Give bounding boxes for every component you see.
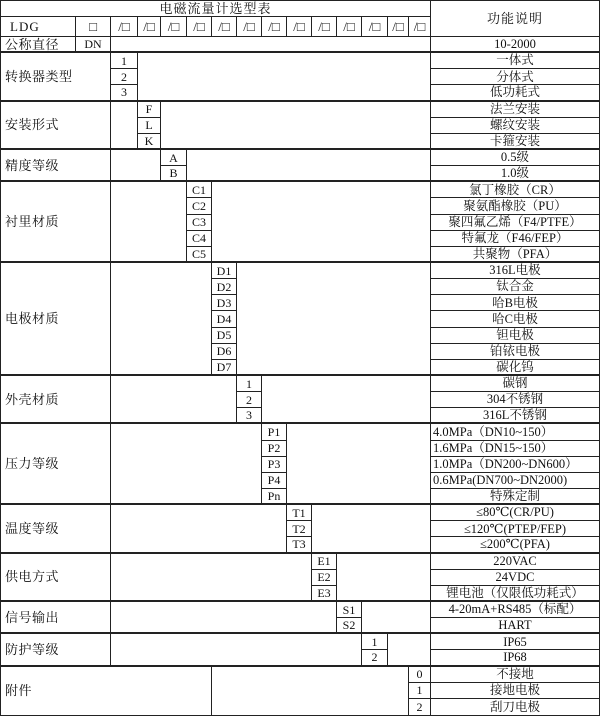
empty-cell [262,376,431,424]
option-desc-cell: 螺纹安装 [431,118,599,134]
empty-cell [161,102,431,150]
code-slot-placeholder: /□ [138,17,161,37]
option-desc-cell: 一体式 [431,53,599,69]
empty-cell [111,102,138,150]
option-code-cell: 1 [111,53,138,69]
group-label: 温度等级 [1,505,111,553]
empty-cell [388,634,431,666]
model-prefix: LDG [1,17,76,37]
option-code-cell: C2 [187,198,212,214]
option-desc-cell: 聚氨酯橡胶（PU） [431,198,599,214]
code-slot-placeholder: /□ [362,17,388,37]
option-code-cell: 1 [409,683,431,699]
code-slot-placeholder: /□ [161,17,187,37]
empty-cell [212,182,431,263]
code-slot-placeholder: /□ [187,17,212,37]
option-desc-cell: HART [431,618,599,634]
empty-cell [187,150,431,182]
option-code-cell: C3 [187,215,212,231]
option-code-cell: C5 [187,247,212,263]
option-desc-cell: ≤120℃(PTEP/FEP) [431,521,599,537]
option-desc-cell: 氯丁橡胶（CR） [431,182,599,198]
group-label: 安装形式 [1,102,111,150]
option-desc-cell: 哈C电极 [431,311,599,327]
option-desc-cell: 1.6MPa（DN15~150） [431,441,599,457]
option-desc-cell: 不接地 [431,667,599,683]
group-label: 压力等级 [1,424,111,505]
option-desc-cell: 1.0MPa（DN200~DN600） [431,457,599,473]
option-desc-cell: 24VDC [431,570,599,586]
empty-cell [111,182,187,263]
empty-cell [337,554,431,602]
option-code-cell: C4 [187,231,212,247]
empty-cell [287,424,431,505]
option-code-cell: L [138,118,161,134]
option-code-cell: 3 [111,85,138,101]
option-desc-cell: 铂铱电极 [431,344,599,360]
option-desc-cell: 锂电池（仅限低功耗式） [431,586,599,602]
option-code-cell: 2 [362,650,388,666]
code-slot-placeholder: /□ [237,17,262,37]
option-code-cell: P2 [262,441,287,457]
option-code-cell: 0 [409,667,431,683]
code-slot-placeholder: /□ [312,17,337,37]
option-code-cell: F [138,102,161,118]
option-desc-cell: 低功耗式 [431,85,599,101]
table-title: 电磁流量计选型表 [1,1,431,17]
option-code-cell: T3 [287,537,312,553]
option-desc-cell: 卡箍安装 [431,134,599,150]
option-desc-cell: 法兰安装 [431,102,599,118]
option-code-cell: D2 [212,279,237,295]
group-label: 公称直径 [1,37,76,53]
option-code-cell: Pn [262,489,287,505]
option-desc-cell: 0.5级 [431,150,599,166]
option-desc-cell: 钽电极 [431,328,599,344]
option-desc-cell: 316L不锈钢 [431,408,599,424]
option-code-cell: D7 [212,360,237,376]
option-desc-cell: 聚四氟乙烯（F4/PTFE） [431,215,599,231]
option-code-cell: 1 [362,634,388,650]
group-label: 转换器类型 [1,53,111,101]
code-slot-placeholder: /□ [337,17,362,37]
option-desc-cell: 220VAC [431,554,599,570]
option-desc-cell: 哈B电极 [431,295,599,311]
group-label: 外壳材质 [1,376,111,424]
option-code-cell: T1 [287,505,312,521]
group-label: 防护等级 [1,634,111,666]
option-code-cell: K [138,134,161,150]
option-desc-cell: 特氟龙（F46/FEP） [431,231,599,247]
dn-code-placeholder: □ [76,17,111,37]
option-code-cell: 3 [237,408,262,424]
option-code-cell: T2 [287,521,312,537]
option-code-cell: P1 [262,424,287,440]
empty-cell [111,505,287,553]
function-column-header: 功能说明 [431,1,599,37]
option-code-cell: E1 [312,554,337,570]
option-desc-cell: 碳化钨 [431,360,599,376]
empty-cell [111,602,337,634]
empty-cell [111,634,362,666]
empty-cell [111,150,161,182]
option-code-cell: 2 [409,699,431,715]
option-code-cell: S2 [337,618,362,634]
group-label: 信号输出 [1,602,111,634]
group-label: 衬里材质 [1,182,111,263]
option-code-cell: P3 [262,457,287,473]
code-slot-placeholder: /□ [409,17,431,37]
option-desc-cell: 接地电极 [431,683,599,699]
option-desc-cell: 共聚物（PFA） [431,247,599,263]
group-label: 附件 [1,667,212,715]
code-slot-placeholder: /□ [262,17,287,37]
option-desc-cell: 碳钢 [431,376,599,392]
option-code-cell: E2 [312,570,337,586]
empty-cell [111,263,212,376]
option-code-cell: 2 [111,69,138,85]
option-desc-cell: 4-20mA+RS485（标配） [431,602,599,618]
option-desc-cell: ≤200℃(PFA) [431,537,599,553]
option-code-cell: S1 [337,602,362,618]
code-slot-placeholder: /□ [287,17,312,37]
empty-cell [237,263,431,376]
option-code-cell: A [161,150,187,166]
option-code-cell: D3 [212,295,237,311]
option-code-cell: D6 [212,344,237,360]
option-desc-cell: 4.0MPa（DN10~150） [431,424,599,440]
empty-cell [111,376,237,424]
empty-cell [111,554,312,602]
option-desc-cell: IP68 [431,650,599,666]
option-code-cell: E3 [312,586,337,602]
option-desc-cell: 钛合金 [431,279,599,295]
option-code-cell: D4 [212,311,237,327]
group-label: 电极材质 [1,263,111,376]
option-code-cell: DN [76,37,111,53]
option-code-cell: 1 [237,376,262,392]
group-label: 精度等级 [1,150,111,182]
option-desc-cell: 10-2000 [431,37,599,53]
empty-cell [138,53,431,101]
code-slot-placeholder: /□ [111,17,138,37]
option-desc-cell: 0.6MPa(DN700~DN2000) [431,473,599,489]
option-desc-cell: 316L电极 [431,263,599,279]
option-code-cell: P4 [262,473,287,489]
option-code-cell: B [161,166,187,182]
code-slot-placeholder: /□ [212,17,237,37]
empty-cell [212,667,409,715]
empty-cell [312,505,431,553]
empty-cell [362,602,431,634]
option-desc-cell: 刮刀电极 [431,699,599,715]
option-code-cell: D5 [212,328,237,344]
option-desc-cell: IP65 [431,634,599,650]
option-code-cell: 2 [237,392,262,408]
option-desc-cell: 特殊定制 [431,489,599,505]
group-label: 供电方式 [1,554,111,602]
option-desc-cell: 304不锈钢 [431,392,599,408]
option-code-cell: D1 [212,263,237,279]
option-code-cell: C1 [187,182,212,198]
option-desc-cell: ≤80℃(CR/PU) [431,505,599,521]
empty-cell [111,424,262,505]
option-desc-cell: 1.0级 [431,166,599,182]
code-slot-placeholder: /□ [388,17,409,37]
option-desc-cell: 分体式 [431,69,599,85]
empty-cell [111,37,431,53]
